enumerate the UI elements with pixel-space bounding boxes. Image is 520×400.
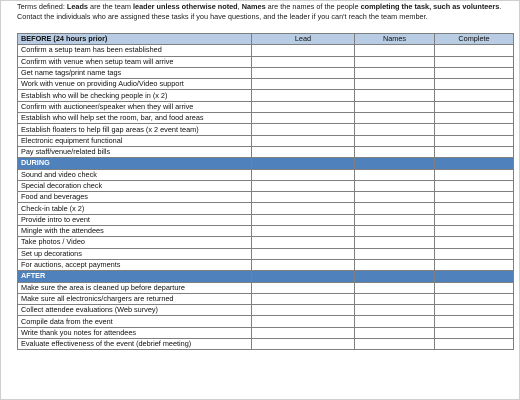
complete-cell[interactable] bbox=[435, 101, 514, 112]
table-row bbox=[18, 305, 514, 316]
lead-cell[interactable] bbox=[252, 259, 355, 270]
complete-cell[interactable] bbox=[435, 192, 514, 203]
before-task-label: Confirm with auctioneer/speaker when they will arrive bbox=[18, 101, 252, 112]
complete-cell[interactable] bbox=[435, 259, 514, 270]
during-task-label: Take photos / Video bbox=[18, 237, 252, 248]
complete-cell[interactable] bbox=[435, 146, 514, 157]
before-task-label: Work with venue on providing Audio/Video support bbox=[18, 79, 252, 90]
names-cell[interactable] bbox=[355, 226, 435, 237]
table-row bbox=[18, 282, 514, 293]
table-row bbox=[18, 316, 514, 327]
table-row bbox=[18, 192, 514, 203]
lead-cell[interactable] bbox=[252, 214, 355, 225]
lead-cell[interactable] bbox=[252, 56, 355, 67]
table-row bbox=[18, 135, 514, 146]
section-filler-cell bbox=[355, 271, 435, 282]
names-cell[interactable] bbox=[355, 45, 435, 56]
lead-cell[interactable] bbox=[252, 282, 355, 293]
table-row bbox=[18, 101, 514, 112]
lead-cell[interactable] bbox=[252, 192, 355, 203]
section-label: DURING bbox=[18, 158, 252, 169]
terms-definition bbox=[17, 2, 513, 22]
table-row bbox=[18, 90, 514, 101]
complete-cell[interactable] bbox=[435, 56, 514, 67]
complete-cell[interactable] bbox=[435, 248, 514, 259]
table-row bbox=[18, 180, 514, 191]
names-cell[interactable] bbox=[355, 56, 435, 67]
after-task-label: Evaluate effectiveness of the event (debrief meeting) bbox=[18, 339, 252, 350]
terms-prefix: Terms defined: bbox=[17, 2, 67, 11]
complete-cell[interactable] bbox=[435, 327, 514, 338]
during-task-label: Set up decorations bbox=[18, 248, 252, 259]
lead-cell[interactable] bbox=[252, 316, 355, 327]
table-row bbox=[18, 79, 514, 90]
completing-emphasis: completing the task, such as volunteers bbox=[360, 2, 500, 11]
complete-cell[interactable] bbox=[435, 67, 514, 78]
table-row bbox=[18, 214, 514, 225]
names-cell[interactable] bbox=[355, 192, 435, 203]
lead-cell[interactable] bbox=[252, 90, 355, 101]
section-filler-cell bbox=[252, 271, 355, 282]
names-cell[interactable] bbox=[355, 90, 435, 101]
complete-cell[interactable] bbox=[435, 79, 514, 90]
complete-cell[interactable] bbox=[435, 113, 514, 124]
names-cell[interactable] bbox=[355, 305, 435, 316]
after-task-label: Collect attendee evaluations (Web survey) bbox=[18, 305, 252, 316]
table-row bbox=[18, 293, 514, 304]
table-row bbox=[18, 248, 514, 259]
table-row bbox=[18, 113, 514, 124]
during-section-header bbox=[18, 158, 514, 169]
table-row bbox=[18, 203, 514, 214]
before-task-label: Establish who will be checking people in (x 2) bbox=[18, 90, 252, 101]
after-task-label: Make sure all electronics/chargers are returned bbox=[18, 293, 252, 304]
names-cell[interactable] bbox=[355, 248, 435, 259]
leads-term: Leads bbox=[66, 2, 88, 11]
table-row bbox=[18, 45, 514, 56]
lead-cell[interactable] bbox=[252, 67, 355, 78]
complete-cell[interactable] bbox=[435, 124, 514, 135]
complete-cell[interactable] bbox=[435, 90, 514, 101]
complete-cell[interactable] bbox=[435, 135, 514, 146]
lead-cell[interactable] bbox=[252, 124, 355, 135]
before-task-label: Electronic equipment functional bbox=[18, 135, 252, 146]
task-checklist-table bbox=[17, 33, 514, 350]
during-task-label: Provide intro to event bbox=[18, 214, 252, 225]
names-description: are the names of the people bbox=[265, 2, 361, 11]
lead-cell[interactable] bbox=[252, 135, 355, 146]
before-task-label: Establish who will help set the room, bar, and food areas bbox=[18, 113, 252, 124]
before-task-label: Establish floaters to help fill gap areas (x 2 event team) bbox=[18, 124, 252, 135]
leader-emphasis: leader unless otherwise noted bbox=[133, 2, 238, 11]
table-row bbox=[18, 226, 514, 237]
after-task-label: Compile data from the event bbox=[18, 316, 252, 327]
names-cell[interactable] bbox=[355, 135, 435, 146]
table-row bbox=[18, 146, 514, 157]
table-row bbox=[18, 67, 514, 78]
lead-cell[interactable] bbox=[252, 203, 355, 214]
names-cell[interactable] bbox=[355, 101, 435, 112]
after-section-header bbox=[18, 271, 514, 282]
lead-cell[interactable] bbox=[252, 79, 355, 90]
lead-cell[interactable] bbox=[252, 293, 355, 304]
table-row bbox=[18, 327, 514, 338]
section-filler-cell bbox=[435, 158, 514, 169]
table-row bbox=[18, 237, 514, 248]
names-cell[interactable] bbox=[355, 293, 435, 304]
complete-cell[interactable] bbox=[435, 169, 514, 180]
names-cell[interactable] bbox=[355, 282, 435, 293]
names-cell[interactable] bbox=[355, 339, 435, 350]
complete-cell[interactable] bbox=[435, 305, 514, 316]
names-cell[interactable] bbox=[355, 113, 435, 124]
complete-cell[interactable] bbox=[435, 180, 514, 191]
names-cell[interactable] bbox=[355, 67, 435, 78]
complete-cell[interactable] bbox=[435, 237, 514, 248]
lead-cell[interactable] bbox=[252, 45, 355, 56]
names-cell[interactable] bbox=[355, 259, 435, 270]
lead-cell[interactable] bbox=[252, 226, 355, 237]
lead-cell[interactable] bbox=[252, 248, 355, 259]
lead-cell[interactable] bbox=[252, 327, 355, 338]
during-task-label: Food and beverages bbox=[18, 192, 252, 203]
during-task-label: Sound and video check bbox=[18, 169, 252, 180]
table-row bbox=[18, 259, 514, 270]
names-cell[interactable] bbox=[355, 327, 435, 338]
names-cell[interactable] bbox=[355, 203, 435, 214]
table-row bbox=[18, 339, 514, 350]
names-cell[interactable] bbox=[355, 237, 435, 248]
complete-cell[interactable] bbox=[435, 203, 514, 214]
complete-column-header: Complete bbox=[435, 34, 514, 45]
complete-cell[interactable] bbox=[435, 226, 514, 237]
table-row bbox=[18, 124, 514, 135]
before-task-label: Get name tags/print name tags bbox=[18, 67, 252, 78]
names-cell[interactable] bbox=[355, 169, 435, 180]
after-task-label: Write thank you notes for attendees bbox=[18, 327, 252, 338]
leads-description: are the team bbox=[87, 2, 134, 11]
before-task-label: Confirm with venue when setup team will arrive bbox=[18, 56, 252, 67]
lead-cell[interactable] bbox=[252, 237, 355, 248]
table-row bbox=[18, 56, 514, 67]
section-filler-cell bbox=[355, 158, 435, 169]
terms-suffix: . Contact the individuals who are assigned these tasks if you have questions, and the leader if you can't reach the team member. bbox=[17, 2, 502, 21]
during-task-label: Mingle with the attendees bbox=[18, 226, 252, 237]
section-filler-cell bbox=[435, 271, 514, 282]
complete-cell[interactable] bbox=[435, 339, 514, 350]
lead-column-header: Lead bbox=[252, 34, 355, 45]
complete-cell[interactable] bbox=[435, 45, 514, 56]
during-task-label: For auctions, accept payments bbox=[18, 259, 252, 270]
lead-cell[interactable] bbox=[252, 113, 355, 124]
lead-cell[interactable] bbox=[252, 180, 355, 191]
lead-cell[interactable] bbox=[252, 305, 355, 316]
lead-cell[interactable] bbox=[252, 146, 355, 157]
complete-cell[interactable] bbox=[435, 293, 514, 304]
before-task-label: Pay staff/venue/related bills bbox=[18, 146, 252, 157]
before-section-header: BEFORE (24 hours prior) bbox=[18, 34, 252, 45]
names-cell[interactable] bbox=[355, 124, 435, 135]
during-task-label: Check-in table (x 2) bbox=[18, 203, 252, 214]
complete-cell[interactable] bbox=[435, 282, 514, 293]
terms-separator: , bbox=[237, 2, 242, 11]
names-cell[interactable] bbox=[355, 316, 435, 327]
table-row bbox=[18, 169, 514, 180]
before-task-label: Confirm a setup team has been established bbox=[18, 45, 252, 56]
names-cell[interactable] bbox=[355, 214, 435, 225]
table-header-row bbox=[18, 34, 514, 45]
names-column-header: Names bbox=[355, 34, 435, 45]
names-cell[interactable] bbox=[355, 180, 435, 191]
after-task-label: Make sure the area is cleaned up before departure bbox=[18, 282, 252, 293]
during-task-label: Special decoration check bbox=[18, 180, 252, 191]
names-cell[interactable] bbox=[355, 146, 435, 157]
task-table-body bbox=[18, 45, 514, 350]
section-filler-cell bbox=[252, 158, 355, 169]
lead-cell[interactable] bbox=[252, 101, 355, 112]
lead-cell[interactable] bbox=[252, 169, 355, 180]
section-label: AFTER bbox=[18, 271, 252, 282]
names-term: Names bbox=[241, 2, 266, 11]
names-cell[interactable] bbox=[355, 79, 435, 90]
complete-cell[interactable] bbox=[435, 214, 514, 225]
lead-cell[interactable] bbox=[252, 339, 355, 350]
complete-cell[interactable] bbox=[435, 316, 514, 327]
